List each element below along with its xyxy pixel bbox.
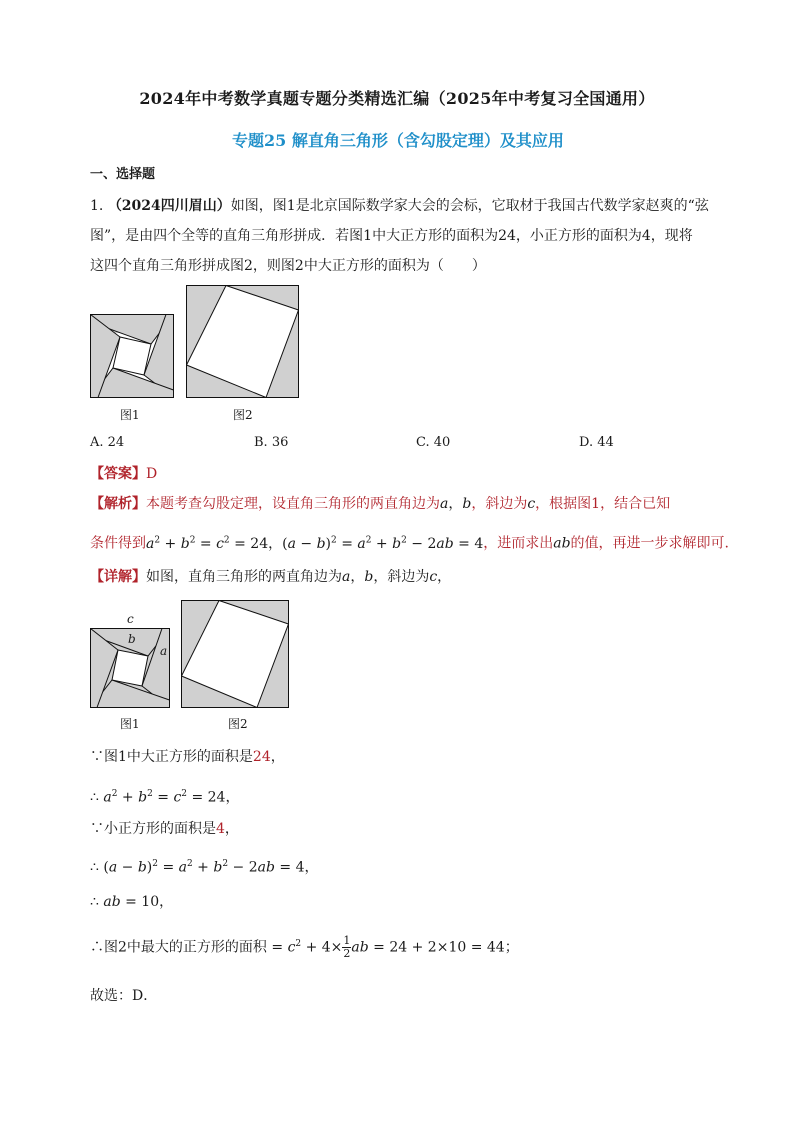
because-symbol: ∵ xyxy=(90,749,104,765)
step-1: ∵图1中大正方形的面积是24， xyxy=(90,749,285,765)
step-3-text: 小正方形的面积是 xyxy=(104,821,216,837)
step-1-value: 24 xyxy=(252,749,271,765)
analysis-text-1a: 本题考查勾股定理，设直角三角形的两直角边为 xyxy=(146,496,440,512)
topic-subtitle: 专题25 解直角三角形（含勾股定理）及其应用 xyxy=(232,131,564,150)
figure-1-diagram xyxy=(90,314,174,398)
label-b: b xyxy=(128,632,136,646)
question-number: 1. xyxy=(90,198,104,214)
question-line-3: 这四个直角三角形拼成图2，则图2中大正方形的面积为（ ） xyxy=(90,258,486,274)
analysis-text-1c: ，根据图1，结合已知 xyxy=(535,496,671,512)
step-3-value: 4 xyxy=(216,821,225,837)
answer-value: D xyxy=(146,466,158,482)
fraction-one-half: $\frac{1}{2}$ xyxy=(343,934,351,961)
detail-label: 【详解】 xyxy=(90,569,146,585)
var-ab: ab xyxy=(553,535,571,552)
answer-label: 【答案】 xyxy=(90,466,146,482)
analysis-text-2a: 条件得到 xyxy=(90,535,146,552)
step-2: ∴ $a^2 + b^2 = c^2 = 24$， xyxy=(90,789,240,806)
step-5: ∴ ab = 10， xyxy=(90,894,174,910)
detail-line-1: 【详解】如图，直角三角形的两直角边为a，b，斜边为c， xyxy=(90,569,452,585)
answer-line xyxy=(90,464,157,484)
analysis-text-1b: ，斜边为 xyxy=(471,496,528,512)
conclusion: 故选：D． xyxy=(90,988,158,1004)
analysis-line-1 xyxy=(90,494,670,514)
question-line-1 xyxy=(90,196,709,216)
question-source: （2024四川眉山） xyxy=(107,198,231,214)
label-c: c xyxy=(127,612,134,626)
option-a: A. 24 xyxy=(90,435,125,450)
var-c: c xyxy=(527,496,536,512)
var-b: b xyxy=(462,496,472,512)
var-b: b xyxy=(364,569,374,585)
document-title: 2024年中考数学真题专题分类精选汇编（2025年中考复习全国通用） xyxy=(139,89,655,108)
equation-pythagoras: $a^2 + b^2 = c^2 = 24$，$(a - b)^2 = a^2 + b^2 - 2ab = 4$ xyxy=(146,535,484,552)
detail-figure-2-diagram xyxy=(181,600,289,708)
var-a: a xyxy=(440,496,449,512)
detail-text-1b: ，斜边为 xyxy=(373,569,430,585)
step-1-text: 图1中大正方形的面积是 xyxy=(104,749,253,765)
option-b: B. 36 xyxy=(254,435,289,450)
analysis-text-2c: 的值，再进一步求解即可. xyxy=(570,535,729,552)
question-text-1: 如图，图1是北京国际数学家大会的会标，它取材于我国古代数学家赵爽的“弦 xyxy=(230,198,709,214)
figure-2-diagram xyxy=(186,285,299,398)
analysis-text-2b: ，进而求出 xyxy=(483,535,554,552)
option-c: C. 40 xyxy=(416,435,451,450)
var-c: c xyxy=(429,569,438,585)
step-3: ∵小正方形的面积是4， xyxy=(90,821,239,837)
comma: ， xyxy=(448,496,463,512)
figure-1-caption: 图1 xyxy=(120,408,140,422)
label-a: a xyxy=(160,644,168,658)
var-a: a xyxy=(342,569,351,585)
detail-figure-1-caption: 图1 xyxy=(120,717,140,731)
section-heading: 一、选择题 xyxy=(90,167,156,182)
detail-text-1a: 如图，直角三角形的两直角边为 xyxy=(146,569,342,585)
because-symbol: ∵ xyxy=(90,821,104,837)
detail-figure-2-caption: 图2 xyxy=(228,717,248,731)
step-6: ∴图2中最大的正方形的面积 = $c^2 + 4\times$ $\frac{1}{2}$ ab = 24 + 2×10 = 44； xyxy=(90,934,519,961)
option-d: D. 44 xyxy=(579,435,614,450)
analysis-label: 【解析】 xyxy=(90,496,146,512)
analysis-line-2 xyxy=(90,530,729,554)
question-line-2: 图”，是由四个全等的直角三角形拼成．若图1中大正方形的面积为24，小正方形的面积为4，现将 xyxy=(90,228,693,244)
figure-2-caption: 图2 xyxy=(233,408,253,422)
step-6-text: 图2中最大的正方形的面积 xyxy=(104,939,267,956)
step-4: ∴ $(a - b)^2 = a^2 + b^2 - 2ab = 4$， xyxy=(90,859,319,876)
